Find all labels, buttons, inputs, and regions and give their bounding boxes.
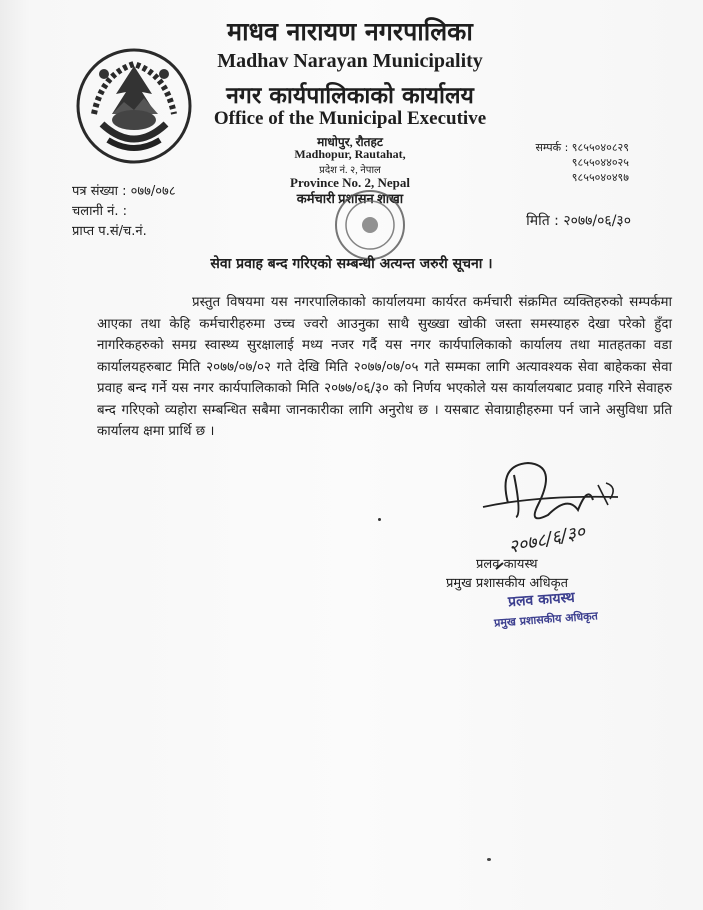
phone-number: ९८५५०४०४९७ (571, 171, 629, 184)
stamp-name: प्रलव कायस्थ (507, 589, 576, 611)
letter-number: पत्र संख्या : ०७७/०७८ (72, 184, 176, 199)
handwritten-date: २०७८/६/३० (506, 521, 588, 558)
section-name: कर्मचारी प्रशासन शाखा (296, 191, 404, 206)
province-np: प्रदेश नं. २, नेपाल (319, 165, 381, 176)
handwritten-signature (478, 455, 648, 570)
received-number: प्राप्त प.सं/च.नं. (72, 224, 147, 239)
office-seal-icon (330, 185, 410, 265)
phone-number: ९८५५०४०८२९ (571, 141, 629, 154)
office-name-en: Office of the Municipal Executive (213, 108, 487, 129)
stamp-title: प्रमुख प्रशासकीय अधिकृत (493, 609, 599, 630)
signatory-name: प्रलव कायस्थ (476, 557, 538, 572)
ink-speck (378, 518, 381, 521)
contact-label: सम्पर्क : (535, 141, 569, 154)
letter-date: मिति : २०७७/०६/३० (526, 213, 631, 229)
municipality-name-en: Madhav Narayan Municipality (217, 50, 483, 72)
dispatch-number: चलानी नं. : (72, 204, 128, 219)
subject-line: सेवा प्रवाह बन्द गरिएको सम्बन्धी अत्यन्त जरुरी सूचना । (210, 256, 493, 272)
phone-number: ९८५५०४४०२५ (571, 156, 629, 169)
signatory-title: प्रमुख प्रशासकीय अधिकृत (446, 576, 569, 591)
address-np: माधोपुर, रौतहट (317, 135, 383, 149)
contact-block (535, 140, 629, 185)
province-en: Province No. 2, Nepal (290, 175, 410, 190)
address-en: Madhopur, Rautahat, (294, 147, 406, 161)
municipality-name-np: माधव नारायण नगरपालिका (227, 17, 473, 46)
ink-speck (487, 858, 491, 861)
letter-body: प्रस्तुत विषयमा यस नगरपालिकाको कार्यालयमा कार्यरत कर्मचारी संक्रमित व्यक्तिहरुको सम्पर्कमा आएका तथा केहि कर्मचारीहरुमा उच्च ज्वरो आउनुका साथै सुख्खा खोकी जस्ता समस्याहरु देखा परेको हुँदा नागरिकहरुको समग्र स्वास्थ्य सुरक्षालाई मध्य नजर गर्दै यस नगर कार्यपालिकाको कार्यालय तथा मातहतका वडा कार्यालयहरुबाट मिति २०७७/०७/०२ गते देखि मिति २०७७/०७/०५ गते सम्मका लागि अत्यावश्यक सेवा बाहेकका सेवा प्रवाह बन्द गर्ने यस नगर कार्यपालिकाको मिति २०७७/०६/३० को निर्णय भएकोले यस कार्यालयबाट प्रवाह गरिने सेवाहरु बन्द गरिएको व्यहोरा सम्बन्धित सबैमा जानकारीका लागि अनुरोध छ । यसबाट सेवाग्राहीहरुमा पर्न जाने असुविधा प्रति कार्यालय क्षमा प्रार्थि छ । (97, 295, 672, 439)
office-name-np: नगर कार्यपालिकाको कार्यालय (226, 82, 474, 109)
